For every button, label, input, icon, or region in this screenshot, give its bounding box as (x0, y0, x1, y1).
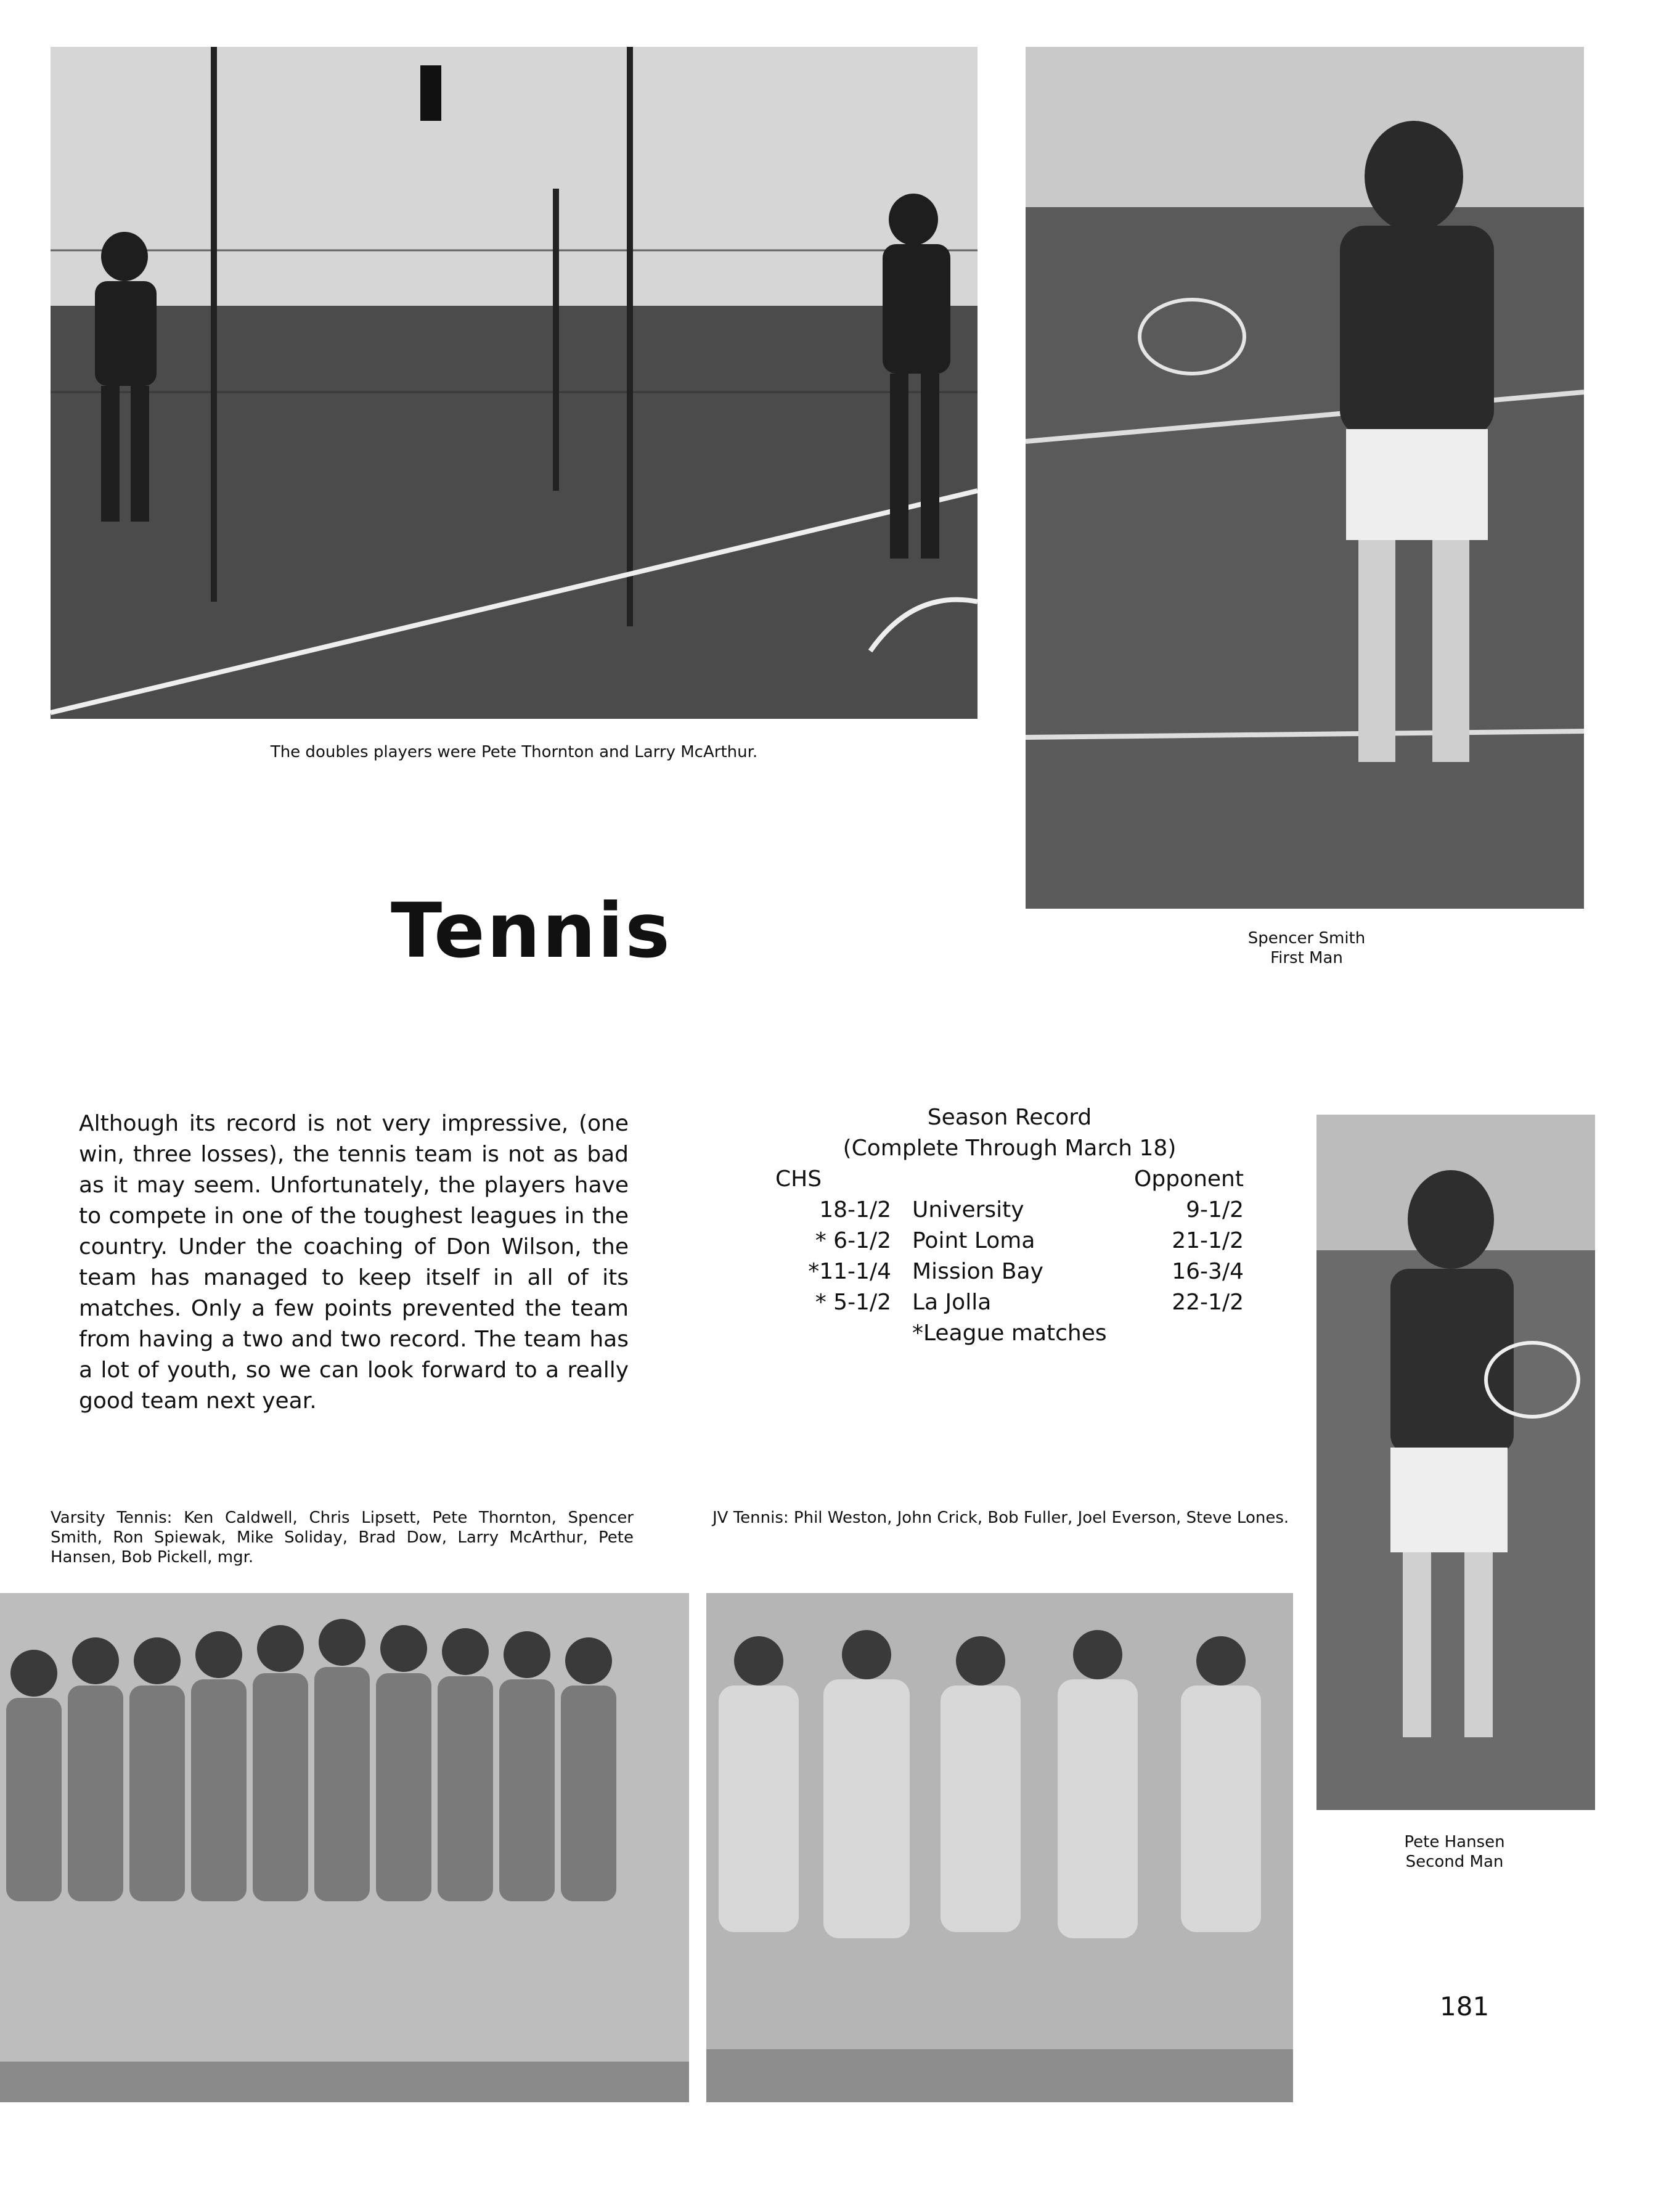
opponent-name: University (912, 1197, 1024, 1223)
varsity-caption: Varsity Tennis: Ken Caldwell, Chris Lipsett, Pete Thornton, Spencer Smith, Ron Spiewak, Mike Soliday, Brad Dow, Larry McArthur, Pete Hansen, Bob Pickell, mgr. (51, 1509, 634, 1567)
opponent-name: Point Loma (912, 1228, 1035, 1253)
doubles-caption: The doubles players were Pete Thornton and Larry McArthur. (270, 743, 758, 761)
page-number: 181 (1440, 1991, 1490, 2022)
season-record-footnote-row (775, 1318, 1244, 1349)
col-opponent-header: Opponent (1134, 1166, 1244, 1192)
col-chs-header: CHS (775, 1166, 822, 1192)
second-man-photo (1316, 1115, 1595, 1810)
table-row (775, 1226, 1244, 1256)
doubles-photo (51, 47, 978, 719)
opponent-name: La Jolla (912, 1290, 992, 1315)
first-man-caption (1208, 928, 1405, 968)
season-record-subtitle: (Complete Through March 18) (843, 1136, 1177, 1161)
chs-score: * 6-1/2 (815, 1228, 891, 1253)
table-row (775, 1256, 1244, 1287)
season-record-header-row (775, 1164, 1244, 1195)
chs-score: 18-1/2 (819, 1197, 891, 1223)
article-body: Although its record is not very impressive, (one win, three losses), the tennis team is not as bad as it may seem. Unfortunately, the players have to compete in one of the toughest leagues in the country. Under the coaching of Don Wilson, the team has managed to keep itself in all of its matches. Only a few points prevented the team from having a two and two record. The team has a lot of youth, so we can look forward to a really good team next year. (79, 1111, 629, 1414)
second-man-caption (1362, 1832, 1547, 1872)
opponent-score: 16-3/4 (1172, 1259, 1244, 1284)
chs-score: *11-1/4 (808, 1259, 891, 1284)
season-record-title: Season Record (927, 1105, 1092, 1130)
chs-score: * 5-1/2 (815, 1290, 891, 1315)
opponent-name: Mission Bay (912, 1259, 1043, 1284)
jv-caption: JV Tennis: Phil Weston, John Crick, Bob Fuller, Joel Everson, Steve Lones. (712, 1509, 1289, 1527)
opponent-score: 9-1/2 (1186, 1197, 1244, 1223)
first-man-rank: First Man (1270, 949, 1343, 967)
first-man-photo (1026, 47, 1584, 909)
opponent-score: 22-1/2 (1172, 1290, 1244, 1315)
table-row (775, 1287, 1244, 1318)
varsity-team-photo (0, 1593, 689, 2102)
page-title: Tennis (391, 887, 672, 975)
season-record-footnote: *League matches (912, 1321, 1107, 1346)
jv-team-photo (706, 1593, 1293, 2102)
table-row (775, 1195, 1244, 1226)
second-man-name: Pete Hansen (1404, 1833, 1505, 1851)
first-man-name: Spencer Smith (1247, 929, 1366, 948)
season-record-table (775, 1102, 1244, 1349)
opponent-score: 21-1/2 (1172, 1228, 1244, 1253)
second-man-rank: Second Man (1405, 1853, 1504, 1871)
